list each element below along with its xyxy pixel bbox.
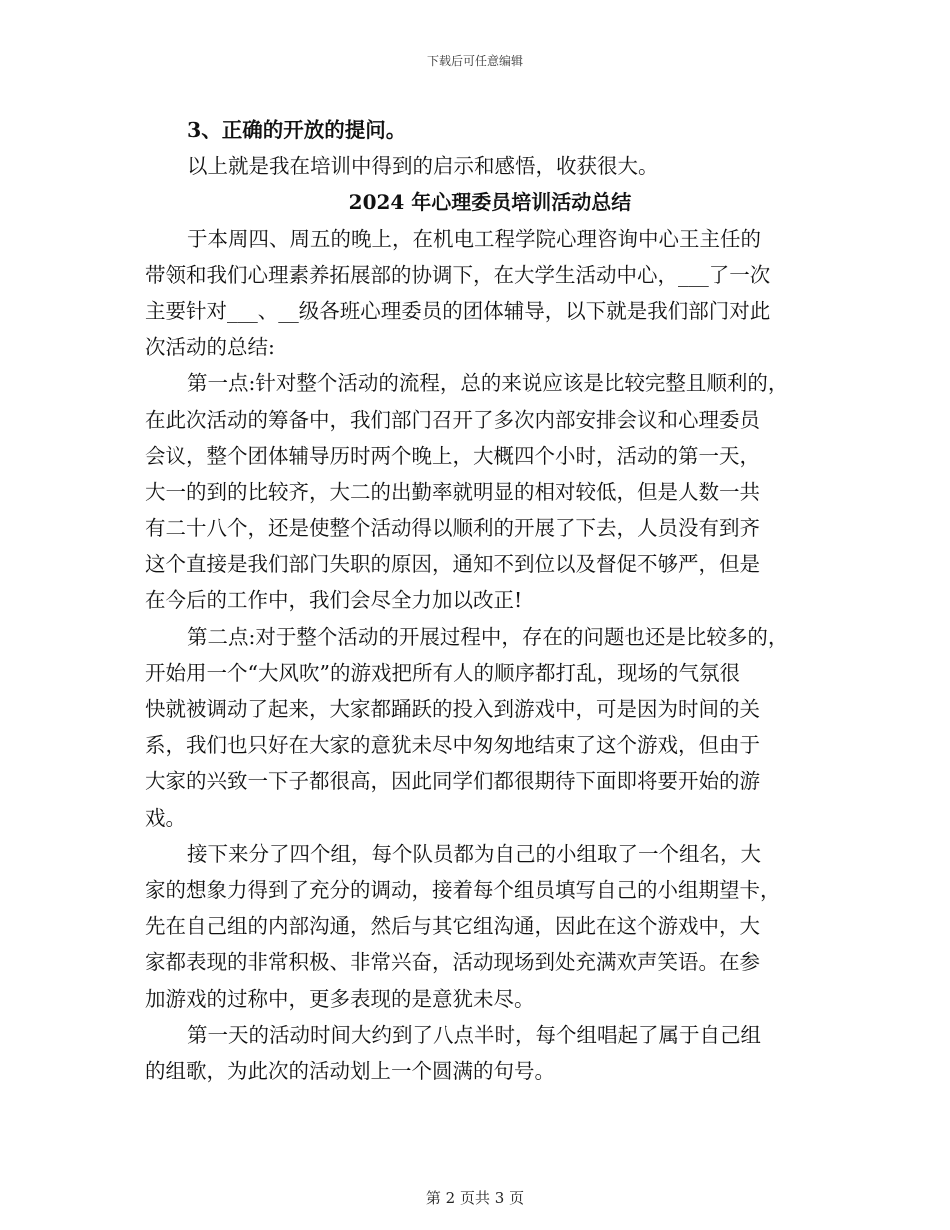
text-line: 主要针对___、__级各班心理委员的团体辅导，以下就是我们部门对此 <box>145 298 771 323</box>
text-line: 系，我们也只好在大家的意犹未尽中匆匆地结束了这个游戏，但由于 <box>145 733 760 758</box>
text-line: 第二点:对于整个活动的开展过程中，存在的问题也还是比较多的， <box>187 624 789 649</box>
text-line: 第一天的活动时间大约到了八点半时，每个组唱起了属于自己组 <box>187 1022 761 1047</box>
text-line: 先在自己组的内部沟通，然后与其它组沟通，因此在这个游戏中，大 <box>145 914 760 939</box>
text-line: 这个直接是我们部门失职的原因，通知不到位以及督促不够严，但是 <box>145 552 760 577</box>
text-line: 戏。 <box>145 805 186 830</box>
text-line: 第一点:针对整个活动的流程，总的来说应该是比较完整且顺利的， <box>187 371 789 396</box>
text-line: 3、正确的开放的提问。 <box>187 118 407 142</box>
text-line: 开始用一个“大风吹”的游戏把所有人的顺序都打乱，现场的气氛很 <box>145 660 740 685</box>
text-line: 的组歌，为此次的活动划上一个圆满的句号。 <box>145 1058 555 1083</box>
text-line: 家的想象力得到了充分的调动，接着每个组员填写自己的小组期望卡， <box>145 877 781 902</box>
text-line: 于本周四、周五的晚上，在机电工程学院心理咨询中心王主任的 <box>187 226 761 251</box>
text-line: 以上就是我在培训中得到的启示和感悟，收获很大。 <box>187 154 659 179</box>
section-title: 2024 年心理委员培训活动总结 <box>348 190 632 215</box>
text-line: 有二十八个，还是使整个活动得以顺利的开展了下去，人员没有到齐 <box>145 516 760 541</box>
page-header-note: 下载后可任意编辑 <box>426 54 523 68</box>
page-footer: 第 2 页共 3 页 <box>425 1189 525 1207</box>
text-line: 快就被调动了起来，大家都踊跃的投入到游戏中，可是因为时间的关 <box>145 697 760 721</box>
text-line: 会议，整个团体辅导历时两个晚上，大概四个小时，活动的第一天， <box>145 443 760 468</box>
text-line: 接下来分了四个组，每个队员都为自己的小组取了一个组名，大 <box>187 841 761 866</box>
text-line: 带领和我们心理素养拓展部的协调下，在大学生活动中心，___了一次 <box>145 262 771 287</box>
text-line: 在今后的工作中，我们会尽全力加以改正! <box>145 588 523 613</box>
document-body <box>145 112 835 1089</box>
text-line: 次活动的总结: <box>145 335 275 360</box>
text-line: 加游戏的过称中，更多表现的是意犹未尽。 <box>145 986 535 1011</box>
text-line: 大一的到的比较齐，大二的出勤率就明显的相对较低，但是人数一共 <box>145 479 760 504</box>
text-line: 大家的兴致一下子都很高，因此同学们都很期待下面即将要开始的游 <box>145 769 760 794</box>
text-line: 在此次活动的筹备中，我们部门召开了多次内部安排会议和心理委员 <box>145 407 760 432</box>
text-line: 家都表现的非常积极、非常兴奋，活动现场到处充满欢声笑语。在参 <box>145 950 760 975</box>
